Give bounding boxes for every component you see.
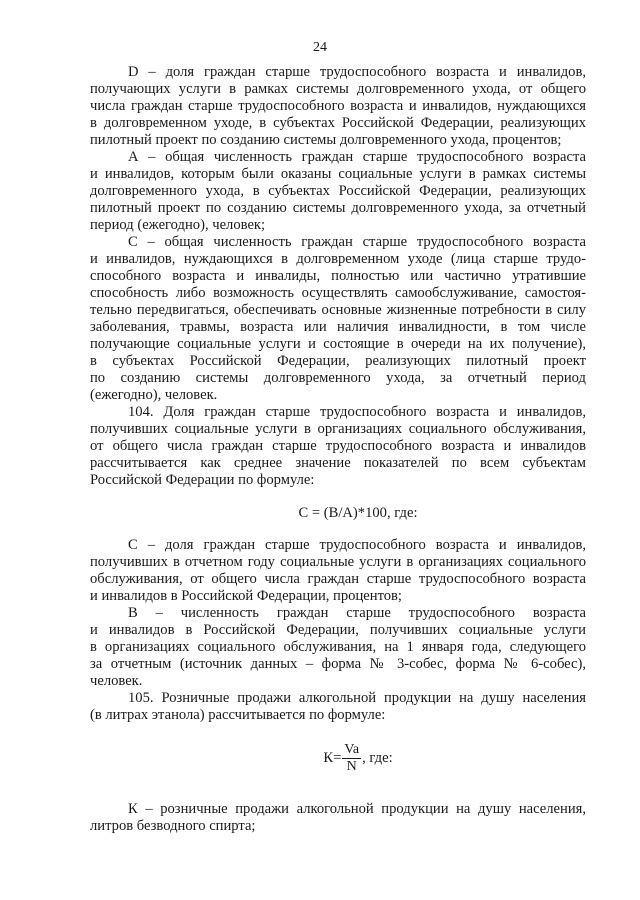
- text-line: В – численность граждан старше трудоспособного возраста: [128, 605, 586, 621]
- text-line: 104. Доля граждан старше трудоспособного возраста и инвалидов,: [128, 404, 586, 420]
- text-line: долговременного ухода, в субъектах Российской Федерации, реализующих: [90, 183, 586, 199]
- formula-k-expression: [323, 742, 392, 775]
- paragraph-c-share-definition: [90, 537, 586, 605]
- text-line: пилотный проект по созданию системы долговременного ухода, за отчетный: [90, 200, 586, 216]
- text-line: D – доля граждан старше трудоспособного возраста и инвалидов,: [128, 64, 586, 80]
- text-line: по созданию системы долговременного ухода, за отчетный период: [90, 370, 586, 386]
- text-line: способность либо возможность осуществлять самообслуживание, самостоя-: [90, 285, 586, 301]
- formula-c: С = (В/А)*100, где:: [298, 505, 418, 521]
- formula-k-numerator: Va: [344, 742, 360, 757]
- text-line: в организациях социального обслуживания, на 1 января года, следующего: [90, 639, 586, 655]
- text-line: за отчетным (источник данных – форма № 3-собес, форма № 6-собес),: [90, 656, 586, 672]
- paragraph-d-definition: [90, 64, 586, 149]
- formula-k-lhs: К=: [323, 750, 342, 766]
- paragraph-a-definition: [90, 149, 586, 234]
- paragraph-b-definition: [90, 605, 586, 690]
- paragraph-105: [90, 690, 586, 724]
- text-line: человек.: [90, 673, 143, 689]
- text-line: Российской Федерации по формуле:: [90, 472, 315, 488]
- text-line: заболевания, травмы, возраста или наличия инвалидности, в том числе: [90, 319, 586, 335]
- text-line: тельно передвигаться, обеспечивать основные жизненные потребности в силу: [90, 302, 586, 318]
- text-line: (в литрах этанола) рассчитывается по формуле:: [90, 707, 386, 723]
- text-line: и инвалидов, которым были оказаны социальные услуги в рамках системы: [90, 166, 586, 182]
- text-line: рассчитывается как среднее значение показателей по всем субъектам: [90, 455, 586, 471]
- formula-k-fraction: [342, 742, 361, 775]
- paragraph-c-definition: [90, 234, 586, 404]
- text-line: получающие социальные услуги и состоящие в очереди на их получение),: [90, 336, 586, 352]
- text-line: С – общая численность граждан старше трудоспособного возраста: [128, 234, 586, 250]
- formula-k: [90, 742, 586, 775]
- text-line: пилотный проект по созданию системы долговременного ухода, процентов;: [90, 132, 562, 148]
- paragraph-k-definition: [90, 801, 586, 835]
- text-line: К – розничные продажи алкогольной продукции на душу населения,: [128, 801, 586, 817]
- text-line: А – общая численность граждан старше трудоспособного возраста: [128, 149, 586, 165]
- text-line: период (ежегодно), человек;: [90, 217, 266, 233]
- text-line: и инвалидов в Российской Федерации, получивших социальные услуги: [90, 622, 586, 638]
- text-line: получающих услуги в рамках системы долговременного ухода, от общего: [90, 81, 586, 97]
- text-line: способного возраста и инвалиды, полностью или частично утратившие: [90, 268, 586, 284]
- text-line: в субъектах Российской Федерации, реализующих пилотный проект: [90, 353, 586, 369]
- text-line: получивших в отчетном году социальные услуги в организациях социального: [90, 554, 586, 570]
- text-line: от общего числа граждан старше трудоспособного возраста и инвалидов: [90, 438, 586, 454]
- text-line: числа граждан старше трудоспособного возраста и инвалидов, нуждающихся: [90, 98, 586, 114]
- text-line: (ежегодно), человек.: [90, 387, 218, 403]
- text-line: получивших социальные услуги в организациях социального обслуживания,: [90, 421, 586, 437]
- text-line: и инвалидов, нуждающихся в долговременном уходе (лица старше трудо-: [90, 251, 586, 267]
- document-body: [90, 64, 586, 835]
- page-number: 24: [313, 40, 327, 55]
- text-line: С – доля граждан старше трудоспособного возраста и инвалидов,: [128, 537, 586, 553]
- text-line: обслуживания, от общего числа граждан старше трудоспособного возраста: [90, 571, 586, 587]
- paragraph-104: [90, 404, 586, 489]
- text-line: и инвалидов в Российской Федерации, процентов;: [90, 588, 402, 604]
- text-line: в долговременном уходе, в субъектах Российской Федерации, реализующих: [90, 115, 586, 131]
- formula-k-denominator: N: [346, 759, 357, 774]
- text-line: 105. Розничные продажи алкогольной продукции на душу населения: [128, 690, 586, 706]
- text-line: литров безводного спирта;: [90, 818, 256, 834]
- formula-k-rhs: , где:: [362, 750, 393, 766]
